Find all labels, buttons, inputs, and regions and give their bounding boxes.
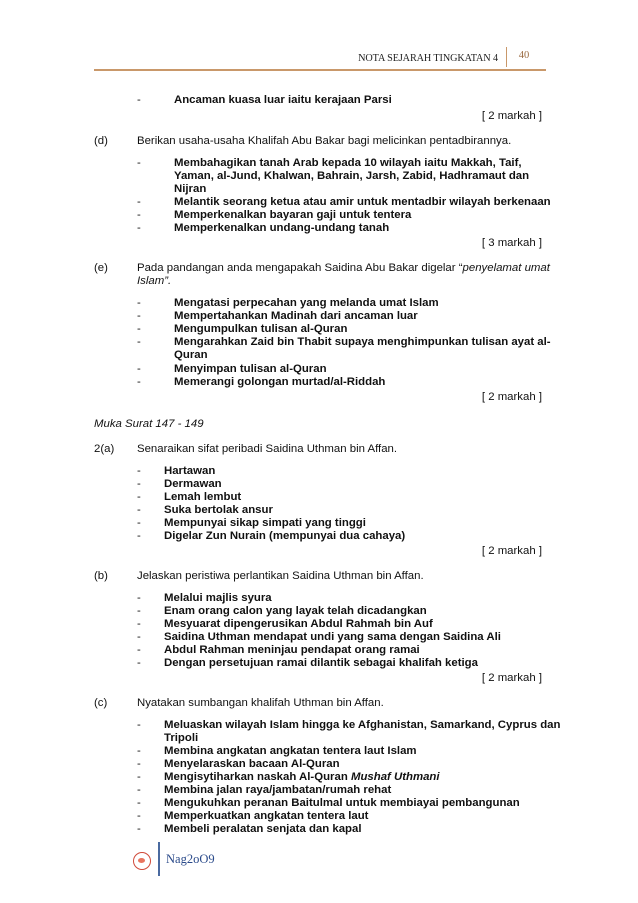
logo-icon: [133, 852, 151, 870]
bullet-dash: -: [137, 605, 141, 617]
bullet-dash: -: [137, 196, 141, 208]
marks-label: [ 2 markah ]: [481, 391, 542, 403]
bullet-dash: -: [137, 810, 141, 822]
answer-item: Hartawan: [164, 465, 216, 477]
question-text: Nyatakan sumbangan khalifah Uthman bin Affan.: [137, 697, 384, 709]
answer-item: Melantik seorang ketua atau amir untuk mentadbir wilayah berkenaan: [174, 196, 551, 208]
question-text: Jelaskan peristiwa perlantikan Saidina Uthman bin Affan.: [137, 570, 424, 582]
answer-item: Menyimpan tulisan al-Quran: [174, 363, 327, 375]
bullet-dash: -: [137, 376, 141, 388]
answer-item: Membeli peralatan senjata dan kapal: [164, 823, 362, 835]
question-text-continued: Islam”.: [137, 275, 172, 287]
bullet-dash: -: [137, 323, 141, 335]
answer-item: Membahagikan tanah Arab kepada 10 wilayah iaitu Makkah, Taif,: [174, 157, 522, 169]
bullet-dash: -: [137, 657, 141, 669]
question-text: Pada pandangan anda mengapakah Saidina Abu Bakar digelar “penyelamat umat: [137, 262, 550, 274]
marks-label: [ 2 markah ]: [481, 545, 542, 557]
bullet-dash: -: [137, 297, 141, 309]
answer-item: Dermawan: [164, 478, 222, 490]
bullet-dash: -: [137, 745, 141, 757]
bullet-dash: -: [137, 618, 141, 630]
bullet-dash: -: [137, 363, 141, 375]
marks-label: [ 2 markah ]: [481, 672, 542, 684]
question-label: (c): [94, 697, 108, 709]
bullet-dash: -: [137, 631, 141, 643]
bullet-dash: -: [137, 491, 141, 503]
bullet-dash: -: [137, 517, 141, 529]
answer-item: Melalui majlis syura: [164, 592, 272, 604]
answer-item: Abdul Rahman meninjau pendapat orang ramai: [164, 644, 420, 656]
bullet-dash: -: [137, 719, 141, 731]
question-label: (d): [94, 135, 108, 147]
answer-item: Memperkenalkan bayaran gaji untuk tentera: [174, 209, 412, 221]
answer-item: Suka bertolak ansur: [164, 504, 273, 516]
page-reference: Muka Surat 147 - 149: [94, 418, 204, 430]
answer-item: Ancaman kuasa luar iaitu kerajaan Parsi: [174, 94, 392, 106]
answer-item: Memperkuatkan angkatan tentera laut: [164, 810, 369, 822]
answer-item-continued: Yaman, al-Jund, Khalwan, Bahrain, Jarsh, Zabid, Hadhramaut dan: [174, 170, 530, 182]
question-label: 2(a): [94, 443, 115, 455]
header-rule: [94, 69, 546, 71]
bullet-dash: -: [137, 336, 141, 348]
answer-item: Mengisytiharkan naskah Al-Quran Mushaf Uthmani: [164, 771, 440, 783]
bullet-dash: -: [137, 771, 141, 783]
bullet-dash: -: [137, 478, 141, 490]
answer-item: Memperkenalkan undang-undang tanah: [174, 222, 390, 234]
bullet-dash: -: [137, 465, 141, 477]
answer-item: Enam orang calon yang layak telah dicadangkan: [164, 605, 427, 617]
bullet-dash: -: [137, 94, 141, 106]
answer-item-continued: Nijran: [174, 183, 207, 195]
answer-item: Digelar Zun Nurain (mempunyai dua cahaya): [164, 530, 406, 542]
question-label: (b): [94, 570, 108, 582]
answer-item: Meluaskan wilayah Islam hingga ke Afghanistan, Samarkand, Cyprus dan: [164, 719, 561, 731]
bullet-dash: -: [137, 209, 141, 221]
marks-label: [ 3 markah ]: [481, 237, 542, 249]
bullet-dash: -: [137, 592, 141, 604]
bullet-dash: -: [137, 530, 141, 542]
answer-item: Membina angkatan angkatan tentera laut Islam: [164, 745, 417, 757]
answer-item: Mengatasi perpecahan yang melanda umat Islam: [174, 297, 439, 309]
answer-item: Membina jalan raya/jambatan/rumah rehat: [164, 784, 392, 796]
answer-item: Mengarahkan Zaid bin Thabit supaya menghimpunkan tulisan ayat al-: [174, 336, 551, 348]
footer-divider: [158, 842, 160, 876]
answer-item: Saidina Uthman mendapat undi yang sama dengan Saidina Ali: [164, 631, 501, 643]
answer-item: Memerangi golongan murtad/al-Riddah: [174, 376, 386, 388]
bullet-dash: -: [137, 310, 141, 322]
marks-label: [ 2 markah ]: [481, 110, 542, 122]
header-title: NOTA SEJARAH TINGKATAN 4: [358, 53, 498, 64]
answer-item: Mempertahankan Madinah dari ancaman luar: [174, 310, 418, 322]
answer-item-continued: Tripoli: [164, 732, 199, 744]
question-text: Berikan usaha-usaha Khalifah Abu Bakar bagi melicinkan pentadbirannya.: [137, 135, 512, 147]
answer-item: Mempunyai sikap simpati yang tinggi: [164, 517, 366, 529]
page-header: [0, 52, 638, 68]
question-text: Senaraikan sifat peribadi Saidina Uthman bin Affan.: [137, 443, 398, 455]
bullet-dash: -: [137, 784, 141, 796]
bullet-dash: -: [137, 644, 141, 656]
answer-item: Menyelaraskan bacaan Al-Quran: [164, 758, 340, 770]
page-number: 40: [506, 47, 541, 67]
bullet-dash: -: [137, 797, 141, 809]
answer-item: Mengukuhkan peranan Baitulmal untuk membiayai pembangunan: [164, 797, 520, 809]
bullet-dash: -: [137, 758, 141, 770]
bullet-dash: -: [137, 222, 141, 234]
footer-text: Nag2oO9: [166, 852, 215, 866]
answer-item-continued: Quran: [174, 349, 208, 361]
answer-item: Mesyuarat dipengerusikan Abdul Rahmah bin Auf: [164, 618, 433, 630]
bullet-dash: -: [137, 504, 141, 516]
bullet-dash: -: [137, 823, 141, 835]
question-label: (e): [94, 262, 108, 274]
bullet-dash: -: [137, 157, 141, 169]
answer-item: Dengan persetujuan ramai dilantik sebagai khalifah ketiga: [164, 657, 478, 669]
answer-item: Lemah lembut: [164, 491, 242, 503]
answer-item: Mengumpulkan tulisan al-Quran: [174, 323, 348, 335]
